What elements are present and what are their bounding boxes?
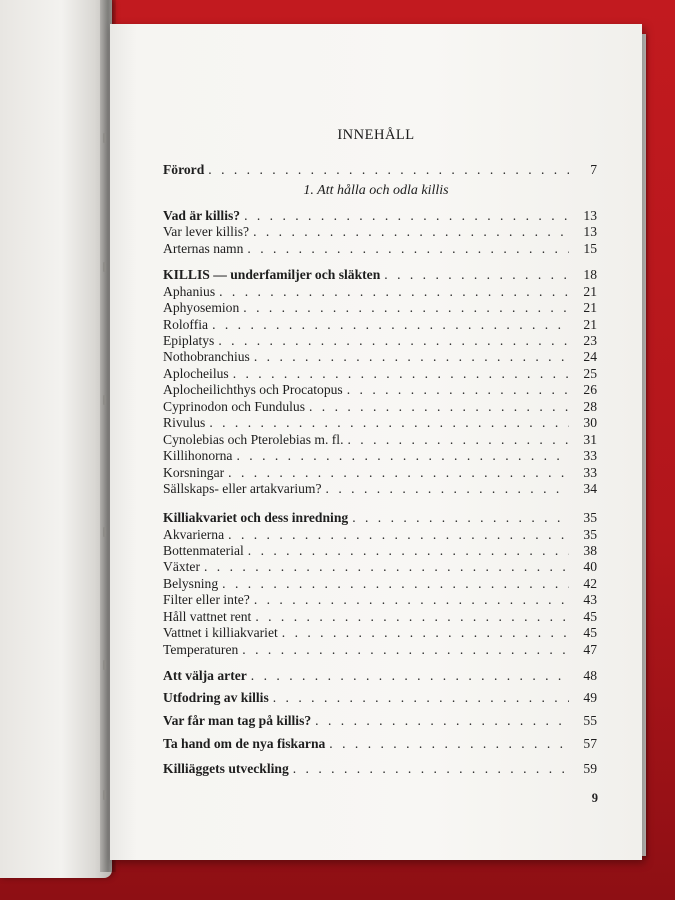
toc-entry-title: KILLIS — underfamiljer och släkten xyxy=(163,267,381,282)
toc-leader-dots xyxy=(222,575,569,592)
toc-entry xyxy=(163,299,597,316)
toc-entry-title: Rivulus xyxy=(163,415,206,430)
toc-entry-page: 34 xyxy=(583,481,597,496)
toc-entry-page: 21 xyxy=(583,317,597,332)
toc-entry-page: 13 xyxy=(583,208,597,223)
toc-entry-page: 18 xyxy=(583,267,597,282)
toc-entry-title: Vad är killis? xyxy=(163,208,241,223)
toc-entry-page: 45 xyxy=(583,609,597,624)
toc-leader-dots xyxy=(253,223,569,240)
toc-entry xyxy=(163,207,597,224)
toc-entry-title: Nothobranchius xyxy=(163,349,250,364)
toc-entry xyxy=(163,161,597,178)
toc-entry-title: Ta hand om de nya fiskarna xyxy=(163,736,326,751)
toc-entry-page: 25 xyxy=(583,366,597,381)
toc-leader-dots xyxy=(219,283,569,300)
toc-entry-title: Håll vattnet rent xyxy=(163,609,252,624)
toc-leader-dots xyxy=(347,381,569,398)
toc-entry-page: 40 xyxy=(583,559,597,574)
toc-entry xyxy=(163,526,597,543)
toc-entry xyxy=(163,316,597,333)
toc-entry-title: Arternas namn xyxy=(163,241,244,256)
toc-leader-dots xyxy=(208,161,569,178)
binding-stitch xyxy=(103,790,106,800)
toc-entry-page: 59 xyxy=(583,761,597,776)
toc-entry-page: 21 xyxy=(583,284,597,299)
toc-entry-page: 31 xyxy=(583,432,597,447)
page-number: 9 xyxy=(591,791,598,805)
toc-leader-dots xyxy=(326,480,569,497)
toc-entry xyxy=(163,223,597,240)
toc-entry-page: 47 xyxy=(583,642,597,657)
toc-leader-dots xyxy=(248,542,569,559)
toc-entry-page: 38 xyxy=(583,543,597,558)
toc-entry xyxy=(163,641,597,658)
toc-leader-dots xyxy=(228,464,569,481)
toc-entry xyxy=(163,332,597,349)
toc-entry-title: Var lever killis? xyxy=(163,224,250,239)
toc-entry-title: Aplocheilus xyxy=(163,366,229,381)
toc-entry xyxy=(163,509,597,526)
toc-leader-dots xyxy=(218,332,569,349)
toc-entry xyxy=(163,591,597,608)
toc-entry-title: Cyprinodon och Fundulus xyxy=(163,399,305,414)
toc-leader-dots xyxy=(204,558,569,575)
toc-entry-title: Var får man tag på killis? xyxy=(163,713,312,728)
toc-leader-dots xyxy=(315,712,569,729)
toc-entry xyxy=(163,667,597,684)
toc-leader-dots xyxy=(233,365,569,382)
toc-leader-dots xyxy=(293,760,569,777)
toc-entry-page: 33 xyxy=(583,448,597,463)
toc-leader-dots xyxy=(243,299,569,316)
toc-leader-dots xyxy=(309,398,569,415)
toc-entry-title: Bottenmaterial xyxy=(163,543,244,558)
toc-entry-page: 35 xyxy=(583,510,597,525)
page-title: INNEHÅLL xyxy=(337,127,415,143)
toc-entry-page: 33 xyxy=(583,465,597,480)
toc-entry-title: Förord xyxy=(163,162,205,177)
binding-stitch xyxy=(103,527,106,537)
toc-leader-dots xyxy=(352,509,569,526)
toc-entry-title: Utfodring av killis xyxy=(163,690,269,705)
binding-stitch xyxy=(103,133,106,143)
section-title: 1. Att hålla och odla killis xyxy=(303,183,449,198)
toc-entry-title: Korsningar xyxy=(163,465,225,480)
toc-entry xyxy=(163,240,597,257)
toc-leader-dots xyxy=(384,266,569,283)
toc-leader-dots xyxy=(347,431,569,448)
toc-entry-page: 55 xyxy=(583,713,597,728)
toc-entry-title: Vattnet i killiakvariet xyxy=(163,625,278,640)
binding-stitch xyxy=(103,660,106,670)
toc-entry-title: Belysning xyxy=(163,576,219,591)
toc-entry-title: Killihonorna xyxy=(163,448,233,463)
toc-entry-page: 57 xyxy=(583,736,597,751)
toc-leader-dots xyxy=(236,447,569,464)
toc-entry xyxy=(163,398,597,415)
toc-entry xyxy=(163,558,597,575)
toc-leader-dots xyxy=(228,526,569,543)
toc-entry-title: Att välja arter xyxy=(163,668,247,683)
toc-entry xyxy=(163,712,597,729)
toc-entry xyxy=(163,414,597,431)
toc-entry-page: 13 xyxy=(583,224,597,239)
toc-entry-title: Killiäggets utveckling xyxy=(163,761,289,776)
toc-entry-title: Temperaturen xyxy=(163,642,239,657)
toc-entry-page: 48 xyxy=(583,668,597,683)
toc-entry-title: Växter xyxy=(163,559,200,574)
toc-entry-page: 21 xyxy=(583,300,597,315)
toc-leader-dots xyxy=(242,641,569,658)
toc-entry-page: 26 xyxy=(583,382,597,397)
toc-leader-dots xyxy=(255,608,569,625)
toc-entry-page: 43 xyxy=(583,592,597,607)
toc-entry-page: 24 xyxy=(583,349,597,364)
toc-entry xyxy=(163,447,597,464)
toc-leader-dots xyxy=(251,667,569,684)
toc-entry xyxy=(163,575,597,592)
toc-entry xyxy=(163,464,597,481)
toc-entry-page: 42 xyxy=(583,576,597,591)
toc-entry-page: 30 xyxy=(583,415,597,430)
binding-stitch xyxy=(103,395,106,405)
toc-entry-title: Aphanius xyxy=(163,284,216,299)
toc-entry-title: Cynolebias och Pterolebias m. fl. xyxy=(163,432,344,447)
toc-entry-title: Aplocheilichthys och Procatopus xyxy=(163,382,343,397)
toc-entry-title: Filter eller inte? xyxy=(163,592,250,607)
toc-entry xyxy=(163,608,597,625)
toc-entry-title: Epiplatys xyxy=(163,333,215,348)
left-page xyxy=(0,0,112,878)
toc-entry xyxy=(163,689,597,706)
toc-leader-dots xyxy=(209,414,569,431)
toc-leader-dots xyxy=(329,735,569,752)
toc-entry-page: 28 xyxy=(583,399,597,414)
toc-entry xyxy=(163,431,597,448)
toc-entry xyxy=(163,283,597,300)
toc-entry-title: Killiakvariet och dess inredning xyxy=(163,510,349,525)
toc-entry-page: 35 xyxy=(583,527,597,542)
toc-entry xyxy=(163,542,597,559)
toc-entry xyxy=(163,365,597,382)
toc-entry xyxy=(163,480,597,497)
toc-leader-dots xyxy=(244,207,569,224)
toc-entry xyxy=(163,624,597,641)
toc-entry-title: Roloffia xyxy=(163,317,209,332)
toc-entry-title: Akvarierna xyxy=(163,527,225,542)
toc-leader-dots xyxy=(254,348,569,365)
toc-entry xyxy=(163,266,597,283)
toc-entry xyxy=(163,381,597,398)
toc-entry-title: Sällskaps- eller artakvarium? xyxy=(163,481,322,496)
toc-leader-dots xyxy=(254,591,569,608)
toc-leader-dots xyxy=(273,689,569,706)
toc-entry-page: 23 xyxy=(583,333,597,348)
binding-stitch xyxy=(103,262,106,272)
toc-entry-page: 45 xyxy=(583,625,597,640)
toc-entry-page: 49 xyxy=(583,690,597,705)
toc-entry-page: 15 xyxy=(583,241,597,256)
toc-leader-dots xyxy=(247,240,569,257)
toc-entry-page: 7 xyxy=(590,162,597,177)
toc-entry xyxy=(163,735,597,752)
toc-leader-dots xyxy=(212,316,569,333)
toc-entry xyxy=(163,348,597,365)
toc-leader-dots xyxy=(282,624,569,641)
toc-entry xyxy=(163,760,597,777)
toc-entry-title: Aphyosemion xyxy=(163,300,240,315)
